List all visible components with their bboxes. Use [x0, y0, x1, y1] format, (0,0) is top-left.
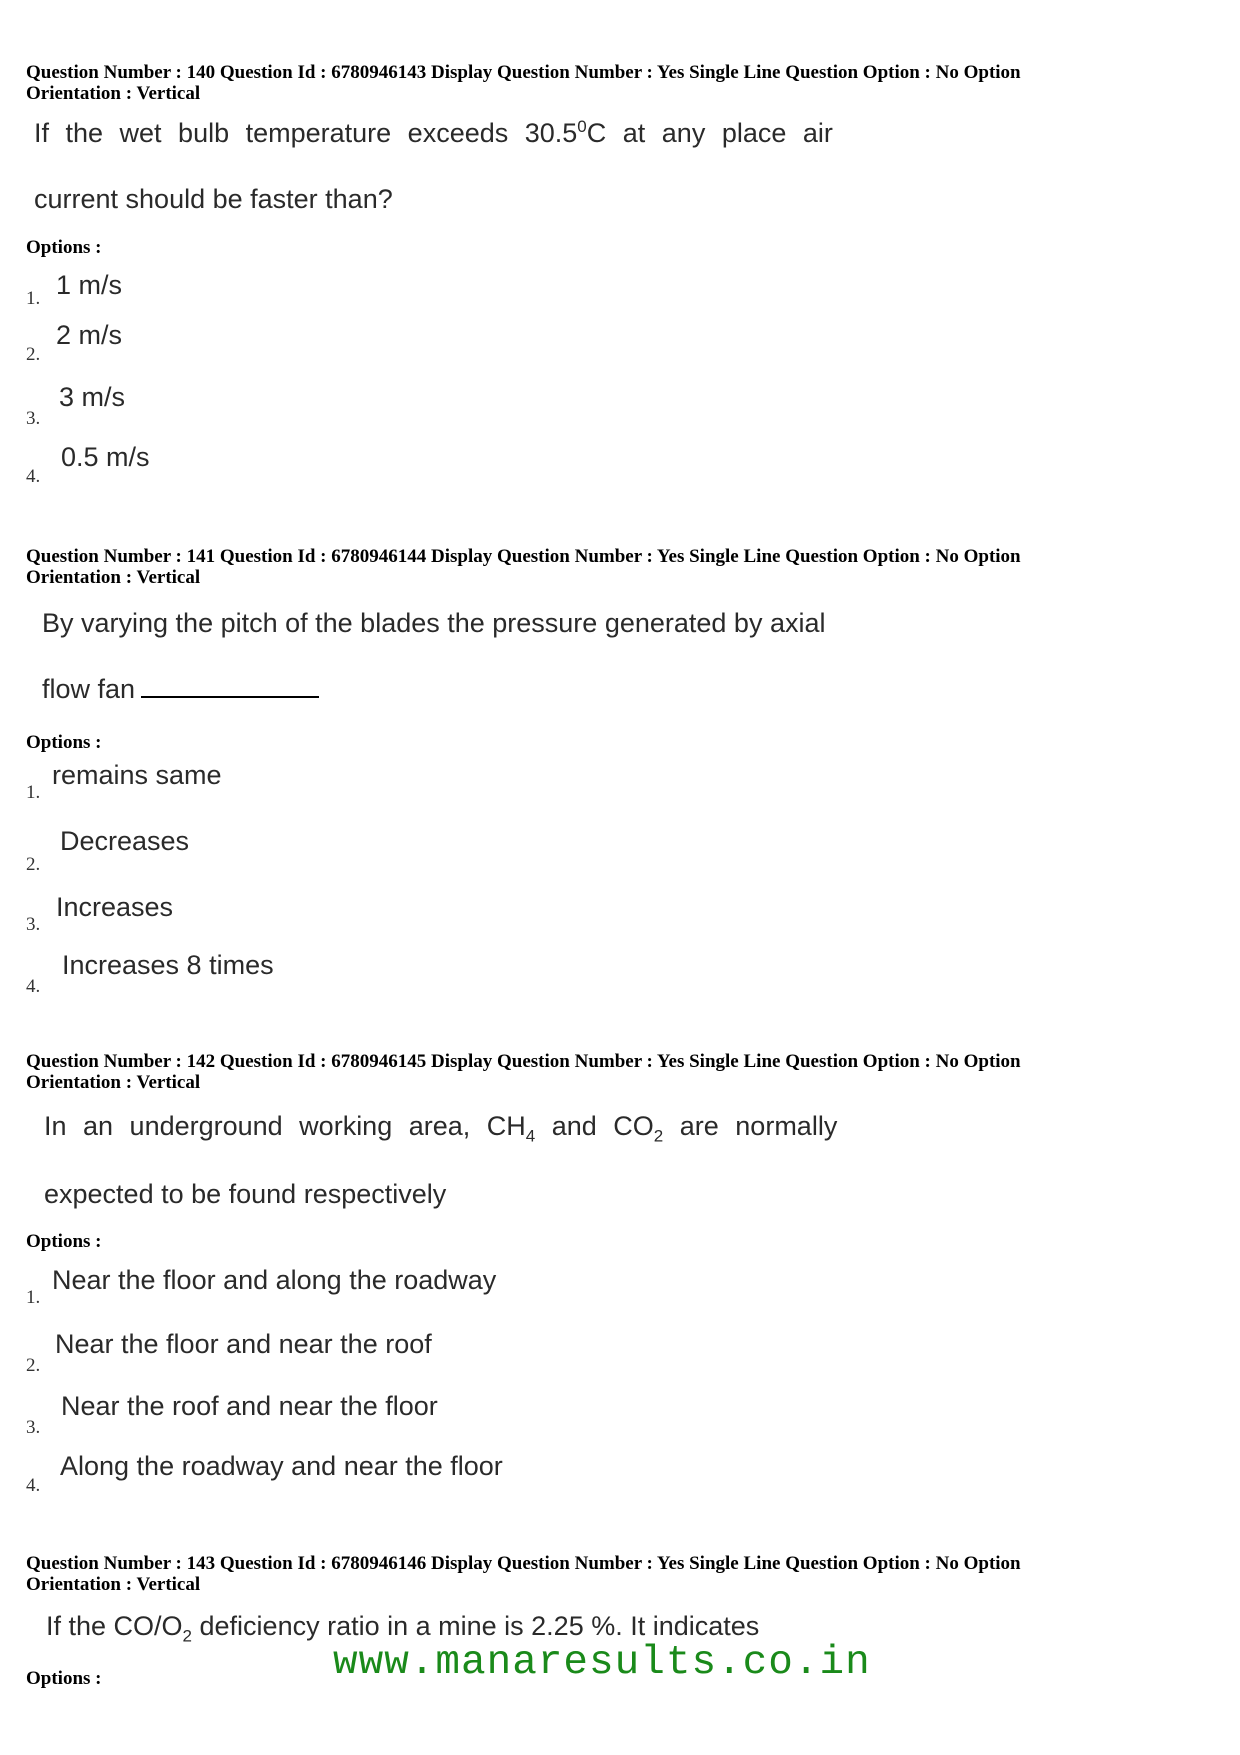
option-number: 2.: [26, 1355, 41, 1376]
option-text: Near the floor and along the roadway: [52, 1265, 497, 1295]
option-2[interactable]: [26, 320, 826, 366]
option-number: 3.: [26, 914, 41, 935]
question-140: [26, 62, 1216, 487]
option-text: Near the roof and near the floor: [61, 1391, 438, 1421]
option-number: 1.: [26, 1287, 41, 1308]
option-2[interactable]: [26, 1329, 826, 1377]
question-142: [26, 1051, 1216, 1496]
question-stem-line: If the wet bulb temperature exceeds 30.5$^0$C at any place air: [34, 117, 833, 148]
option-number: 1.: [26, 782, 41, 803]
option-3[interactable]: [26, 1391, 826, 1439]
options-label: Options :: [26, 1231, 102, 1252]
option-3[interactable]: [26, 892, 826, 936]
options-label: Options :: [26, 237, 102, 258]
option-text: 0.5 m/s: [61, 442, 150, 472]
question-stem-line: expected to be found respectively: [44, 1179, 447, 1209]
option-number: 2.: [26, 344, 41, 365]
option-4[interactable]: [26, 1451, 826, 1497]
question-stem-line: In an underground working area, $CH_4$ and $CO_2$ are normally: [44, 1111, 838, 1146]
option-4[interactable]: [26, 442, 826, 488]
option-1[interactable]: [26, 760, 826, 804]
question-stem-line: If the $CO/O_2$ deficiency ratio in a mine is 2.25 %. It indicates: [46, 1611, 760, 1646]
option-text: 1 m/s: [56, 270, 123, 300]
option-text: 3 m/s: [59, 382, 126, 412]
question-meta: Question Number : 142 Question Id : 6780946145 Display Question Number : Yes Single Line Question Option : No Option Orientation : Vertical: [26, 1051, 1021, 1093]
option-text: Increases 8 times: [62, 950, 274, 980]
option-number: 4.: [26, 466, 41, 487]
option-number: 2.: [26, 854, 41, 875]
option-1[interactable]: [26, 1265, 826, 1309]
option-number: 4.: [26, 1475, 41, 1496]
option-number: 3.: [26, 408, 41, 429]
question-meta: Question Number : 143 Question Id : 6780946146 Display Question Number : Yes Single Line Question Option : No Option Orientation : Vertical: [26, 1553, 1021, 1595]
option-1[interactable]: [26, 270, 826, 310]
option-number: 4.: [26, 976, 41, 997]
option-3[interactable]: [26, 382, 826, 430]
options-label: Options :: [26, 732, 102, 753]
watermark-url: www.manaresults.co.in: [333, 1640, 871, 1686]
option-4[interactable]: [26, 950, 826, 998]
question-141: [26, 546, 1216, 997]
option-number: 3.: [26, 1417, 41, 1438]
question-stem-line: current should be faster than?: [34, 184, 393, 214]
options-label: Options :: [26, 1668, 102, 1689]
option-text: Increases: [56, 892, 174, 922]
question-stem-line: By varying the pitch of the blades the pressure generated by axial: [42, 608, 826, 638]
option-text: remains same: [52, 760, 222, 790]
option-text: 2 m/s: [56, 320, 123, 350]
option-text: Along the roadway and near the floor: [60, 1451, 503, 1481]
option-2[interactable]: [26, 826, 826, 876]
option-text: Decreases: [60, 826, 190, 856]
answer-blank: [141, 674, 319, 698]
question-stem-line: flow fan: [42, 674, 319, 705]
question-meta: Question Number : 141 Question Id : 6780946144 Display Question Number : Yes Single Line Question Option : No Option Orientation : Vertical: [26, 546, 1021, 588]
option-number: 1.: [26, 288, 41, 309]
question-meta: Question Number : 140 Question Id : 6780946143 Display Question Number : Yes Single Line Question Option : No Option Orientation : Vertical: [26, 62, 1021, 104]
option-text: Near the floor and near the roof: [55, 1329, 432, 1359]
